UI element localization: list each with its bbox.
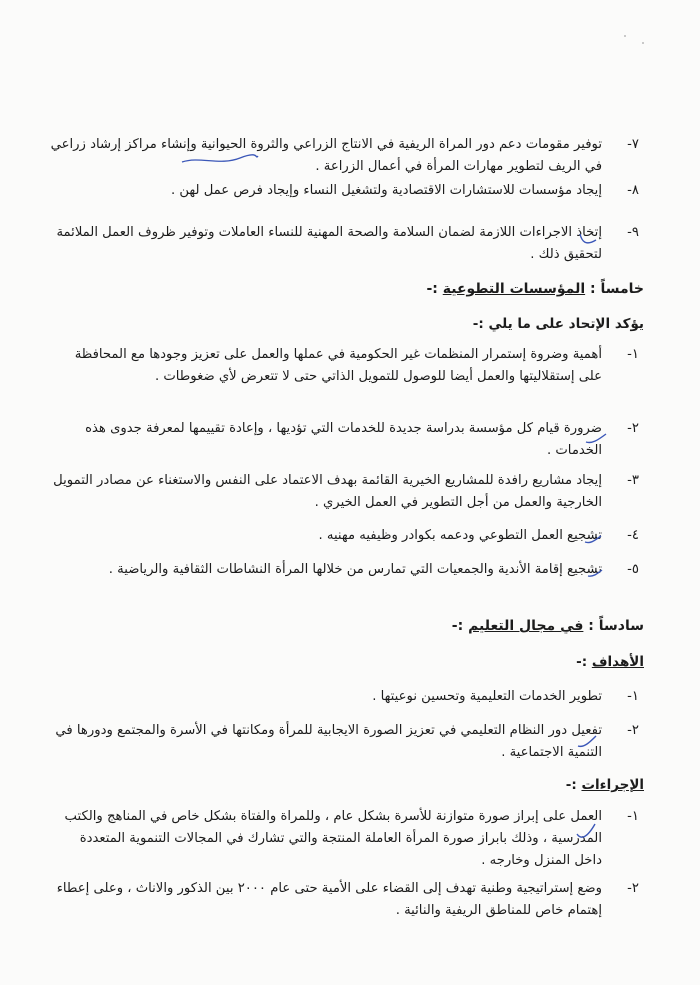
list-item [49,686,644,708]
check-mark [576,734,598,750]
item-number: -٤ [627,528,639,543]
item-number: -٢ [627,881,639,896]
heading-prefix: سادساً : [588,618,644,634]
section-heading-voluntary [426,281,644,297]
heading-suffix: :- [451,618,464,634]
item-text: توفير مقومات دعم دور المراة الريفية في الانتاج الزراعي والثروة الحيوانية وإنشاء مراكز إرشاد زراعي في الريف لتطوير مهارات المرأة في أعمال الزراعة . [50,137,602,174]
check-mark [583,532,603,546]
goals-suffix: :- [576,654,588,670]
item-number: -٨ [627,183,639,198]
list-item [49,222,644,266]
item-text: العمل على إبراز صورة متوازنة للأسرة بشكل عام ، وللمراة والفتاة بشكل خاص في المناهج والكتب المدرسية ، وذلك بابراز صورة المرأة العاملة المنتجة والتي تشارك في المجالات التنموية المتعددة داخل المنزل وخارجه . [64,809,602,868]
check-mark [584,432,608,446]
goals-label: الأهداف [591,654,644,670]
pen-underline-mark [180,150,260,170]
list-item [49,525,644,547]
item-text: تفعيل دور النظام التعليمي في تعزيز الصورة الايجابية للمرأة ومكانتها في الأسرة والمجتمع ودورها في التنمية الاجتماعية . [55,723,602,760]
goals-heading [576,654,644,670]
item-number: -٧ [627,137,639,152]
check-mark [575,822,597,842]
procedures-suffix: :- [565,777,577,793]
procedures-label: الإجراءات [581,777,644,793]
item-text: تشجيع إقامة الأندية والجمعيات التي تمارس من خلالها المرأة النشاطات الثقافية والرياضية . [108,562,602,577]
list-item [49,806,644,872]
check-mark [586,566,604,580]
item-text: تطوير الخدمات التعليمية وتحسين نوعيتها . [372,689,602,704]
item-number: -٢ [627,421,639,436]
procedures-heading [566,777,644,793]
check-mark [578,232,598,248]
confirm-statement: يؤكد الإتحاد على ما يلي :- [472,316,644,332]
item-number: -٩ [627,225,639,240]
heading-prefix: خامساً : [590,281,644,297]
section-heading-education [452,618,644,634]
list-item [49,134,644,178]
list-item [49,559,644,581]
item-text: إتخاذ الاجراءات اللازمة لضمان السلامة والصحة المهنية للنساء العاملات وتوفير ظروف العمل الملائمة لتحقيق ذلك . [56,225,602,262]
list-item [49,720,644,764]
item-number: -٣ [627,473,639,488]
item-number: -٥ [627,562,639,577]
list-item [49,180,644,202]
item-text: إيجاد مشاريع رافدة للمشاريع الخيرية القائمة بهدف الاعتماد على النفس والاستغناء عن مصادر التمويل الخارجية والعمل من أجل التطوير في العمل الخيري . [53,473,602,510]
heading-title: المؤسسات التطوعية [442,281,586,297]
list-item [49,878,644,922]
list-item [49,418,644,462]
item-text: وضع إستراتيجية وطنية تهدف إلى القضاء على الأمية حتى عام ٢٠٠٠ بين الذكور والاناث ، وعلى إعطاء إهتمام خاص للمناطق الريفية والنائية . [56,881,602,918]
item-number: -١ [627,689,639,704]
list-item [49,470,644,514]
paper-speck [624,35,626,37]
item-text: إيجاد مؤسسات للاستشارات الاقتصادية ولتشغيل النساء وإيجاد فرص عمل لهن . [170,183,602,198]
heading-suffix: :- [426,281,438,297]
list-item [49,344,644,388]
item-number: -١ [627,347,639,362]
paper-speck [642,42,644,44]
item-text: تشجيع العمل التطوعي ودعمه بكوادر وظيفيه مهنيه . [318,528,602,543]
heading-title: في مجال التعليم [468,618,584,634]
item-text: ضرورة قيام كل مؤسسة بدراسة جديدة للخدمات التي تؤديها ، وإعادة تقييمها لمعرفة جدوى هذه الخدمات . [85,421,602,458]
item-number: -١ [627,809,639,824]
item-number: -٢ [627,723,639,738]
item-text: أهمية وضروة إستمرار المنظمات غير الحكومية في عملها والعمل على تعزيز وجودها مع المحافظة على إستقلاليتها والعمل أيضا للوصول للتمويل الذاتي حتى لا تتعرض لأي ضغوطات . [74,347,602,384]
